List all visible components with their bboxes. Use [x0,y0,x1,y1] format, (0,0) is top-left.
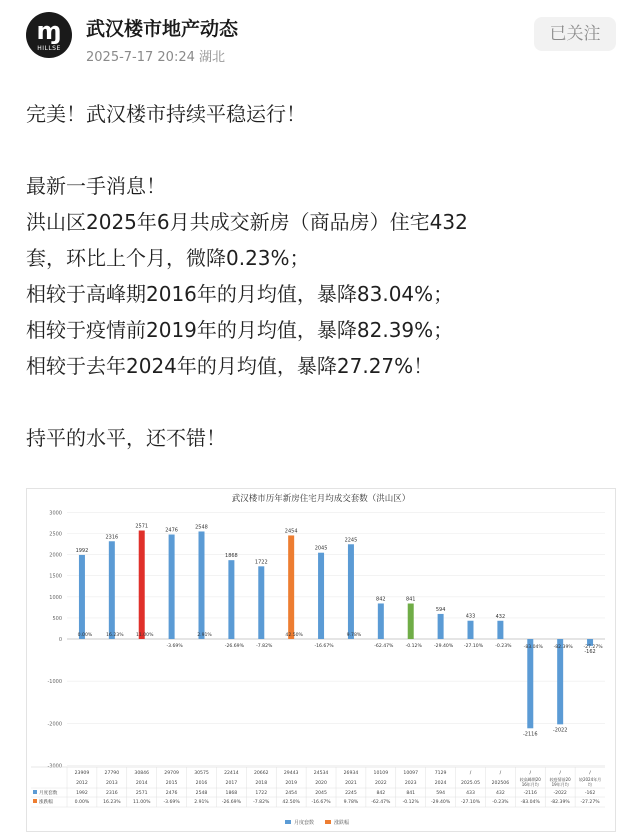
table-pct-cell: -82.39% [550,800,570,805]
bar [318,553,324,639]
bar-value-label: -2116 [523,731,538,738]
annual-total-cell: / [559,771,561,776]
x-tick-label: 2024 [434,781,447,786]
table-pct-cell: -0.12% [402,800,419,805]
annual-total-cell: 7129 [434,771,447,776]
y-tick-label: -1000 [47,679,62,686]
bar-value-label: 1722 [254,559,268,566]
post-line: 相较于疫情前2019年的月均值，暴降82.39%； [26,318,454,342]
change-pct-label: 0.00% [77,633,93,638]
change-pct-label: -0.23% [495,644,512,649]
y-tick-label: 2500 [49,531,62,538]
bar-value-label: 2571 [135,523,149,530]
bar-value-label: -2022 [552,727,568,734]
bar-value-label: 841 [405,596,416,603]
bar [109,541,115,639]
table-value-cell: 841 [406,791,416,796]
change-pct-label: 9.78% [346,633,362,638]
bar [348,544,354,639]
bar [139,531,145,639]
bar [557,639,563,724]
change-pct-label: 2.91% [197,633,212,638]
y-tick-label: 2000 [49,552,62,559]
annual-total-cell: 23909 [74,771,90,776]
table-value-cell: 432 [495,791,505,796]
y-tick-label: -2000 [47,721,62,728]
bar-value-label: 2045 [314,545,328,552]
post-body [26,96,616,456]
annual-total-cell: 10109 [373,771,389,776]
bar-value-label: 2476 [165,527,178,534]
post-line: 持平的水平，还不错！ [26,426,226,450]
table-pct-cell: -0.23% [492,800,509,805]
annual-total-cell: 24534 [313,771,329,776]
x-tick-label: 2014 [135,781,148,786]
bar [79,555,85,639]
chart-title: 武汉楼市历年新房住宅月均成交套数（洪山区） [231,494,411,504]
x-tick-label: 较疫情前20 [549,777,571,782]
annual-total-cell: / [469,771,472,776]
x-tick-label: 2023 [404,781,417,786]
y-tick-label: -3000 [47,763,62,770]
annual-total-cell: / [589,771,591,776]
row-key-swatch [33,799,37,803]
change-pct-label: -16.67% [314,644,334,649]
table-value-cell: 2571 [135,791,148,796]
x-tick-label: 2018 [255,781,268,786]
x-tick-label: 2016 [195,781,208,786]
x-tick-label: 2012 [76,781,88,786]
table-value-cell: 2548 [195,791,208,796]
avatar-logo-icon: ɱ [36,17,62,45]
table-value-cell: -162 [584,791,596,796]
bar-value-label: -162 [584,648,596,655]
table-pct-cell: 9.78% [343,800,359,805]
table-pct-cell: -62.47% [371,800,391,805]
table-value-cell: 2045 [315,791,327,796]
table-pct-cell: -83.04% [520,800,540,805]
bar [408,604,414,639]
annual-total-cell: 29443 [283,771,299,776]
table-pct-cell: -27.27% [580,800,600,805]
x-tick-label: 2013 [105,781,118,786]
table-pct-cell: 11.00% [132,800,151,805]
x-tick-label: 2020 [315,781,327,786]
legend-label: 涨跌幅 [334,820,350,826]
change-pct-label: -27.27% [583,645,603,650]
post-line-gap [26,132,616,168]
bar-value-label: 2548 [195,524,208,531]
table-pct-cell: 42.50% [282,800,300,805]
x-tick-label: 较高峰期20 [519,777,541,782]
bar [468,621,474,639]
post-line-gap [26,384,616,420]
table-pct-cell: 2.91% [194,800,209,805]
x-tick-label-cont: 19年月均 [551,782,569,787]
table-value-cell: 2476 [165,791,178,796]
x-tick-label: 2015 [165,781,178,786]
chart-image[interactable] [26,488,616,832]
change-pct-label: 11.00% [135,633,154,638]
table-pct-cell: 16.23% [103,800,121,805]
post-line: 完美！武汉楼市持续平稳运行！ [26,102,306,126]
y-tick-label: 0 [58,637,62,643]
x-tick-label: 2017 [225,781,238,786]
bar-value-label: 433 [465,613,476,620]
table-value-cell: 842 [376,791,386,796]
change-pct-label: -7.82% [256,644,273,649]
x-tick-label: 较2024年月 [578,777,602,782]
table-value-cell: 2245 [345,791,357,796]
annual-total-cell: 29709 [164,771,179,776]
post-line: 相较于高峰期2016年的月均值，暴降83.04%； [26,282,454,306]
account-avatar[interactable] [26,12,72,58]
x-tick-label-cont: 16年月均 [521,782,539,787]
x-tick-label: 2022 [374,781,387,786]
table-value-cell: 2316 [105,791,118,796]
bar [378,603,384,639]
change-pct-label: -26.69% [224,644,244,649]
bar-value-label: 432 [495,613,506,620]
table-pct-cell: -3.69% [163,800,180,805]
avatar-logo-text: HILLSE [37,45,61,52]
legend-swatch [285,820,291,824]
table-value-cell: 433 [466,791,475,796]
x-tick-label: 2025.05 [461,781,480,786]
bar-value-label: 2245 [344,537,358,544]
account-name[interactable]: 武汉楼市地产动态 [86,18,239,40]
post-line: 洪山区2025年6月共成交新房（商品房）住宅432 [26,210,468,234]
y-tick-label: 500 [52,615,62,622]
x-tick-label: 202506 [491,781,510,786]
annual-total-cell: / [499,771,502,776]
post-line: 最新一手消息！ [26,174,166,198]
x-tick-label: 2019 [285,781,298,786]
annual-total-cell: 27790 [104,771,120,776]
legend-label: 月度套数 [294,820,315,826]
table-value-cell: -2116 [523,791,537,796]
bar-chart [27,489,615,831]
annual-total-cell: 10097 [403,771,419,776]
bar-value-label: 594 [435,606,446,613]
post-line: 相较于去年2024年的月均值，暴降27.27%！ [26,354,434,378]
bar-value-label: 842 [376,596,386,603]
change-pct-label: -82.39% [553,645,573,650]
y-tick-label: 1000 [49,594,62,601]
annual-total-cell: 30846 [134,771,150,776]
annual-total-cell: 20662 [253,771,269,776]
table-pct-cell: -27.10% [460,800,481,805]
table-pct-cell: -26.69% [221,800,241,805]
table-value-cell: 1868 [225,791,238,796]
post-timestamp-location: 2025-7-17 20:24 湖北 [86,50,226,65]
legend-swatch [325,820,331,824]
change-pct-label: -29.40% [434,644,454,649]
change-pct-label: -62.47% [374,644,394,649]
table-value-cell: 1992 [76,791,88,796]
bar-value-label: 1868 [225,553,238,560]
table-value-cell: 594 [436,791,446,796]
table-pct-cell: -7.82% [253,800,270,805]
change-pct-label: -83.04% [523,645,543,650]
annual-total-cell: / [529,771,532,776]
post-header [0,0,640,80]
change-pct-label: -27.10% [463,644,484,649]
bar [497,621,503,639]
bar [258,566,264,639]
bar-value-label: 1992 [75,547,89,554]
bar [199,531,205,639]
change-pct-label: 16.23% [106,633,124,638]
follow-button[interactable]: 已关注 [534,17,616,51]
table-pct-cell: -16.67% [311,800,331,805]
y-tick-label: 1500 [49,573,62,580]
table-pct-cell: 0.00% [74,800,90,805]
bar [438,614,444,639]
bar [527,639,533,728]
table-pct-cell: -29.40% [431,800,451,805]
change-pct-label: -3.69% [166,644,183,649]
bar [228,560,234,639]
bar-value-label: 2454 [284,528,298,535]
table-value-cell: 2454 [285,791,298,796]
row-header: 涨跌幅 [39,800,53,805]
x-tick-label: 2021 [345,781,357,786]
x-tick-label-cont: 均 [588,782,593,787]
bar-value-label: 2316 [105,534,119,541]
annual-total-cell: 26934 [343,771,359,776]
bar [169,535,175,639]
y-tick-label: 3000 [49,510,62,517]
annual-total-cell: 22414 [224,771,239,776]
row-key-swatch [33,790,37,794]
row-header: 月度套数 [39,791,58,796]
change-pct-label: -0.12% [405,644,422,649]
table-value-cell: -2022 [553,791,567,796]
change-pct-label: 42.50% [285,633,303,638]
post-line: 套，环比上个月，微降0.23%； [26,246,310,270]
table-value-cell: 1722 [255,791,268,796]
annual-total-cell: 30575 [194,771,209,776]
bar [288,535,294,639]
